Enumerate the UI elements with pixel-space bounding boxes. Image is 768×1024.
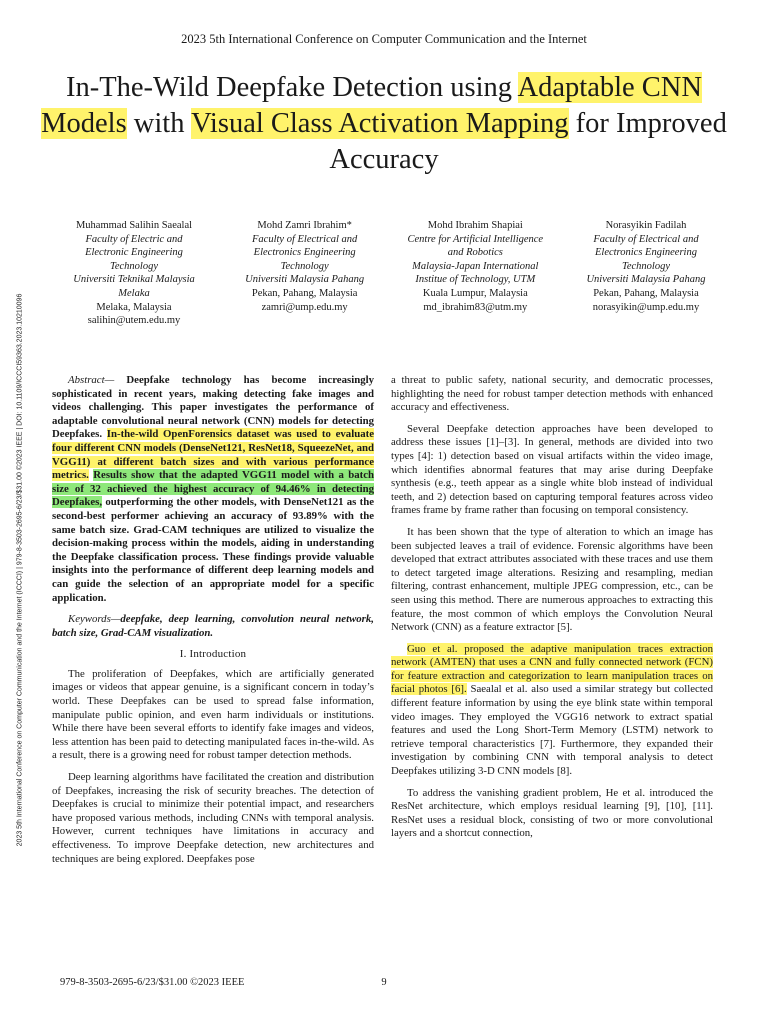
author-affiliation: Technology — [280, 260, 329, 272]
keywords-label: Keywords— — [68, 613, 121, 626]
author-location: Pekan, Pahang, Malaysia — [593, 287, 699, 299]
paper-title — [40, 70, 728, 178]
author-email: norasyikin@ump.edu.my — [592, 301, 700, 313]
author-block — [391, 219, 559, 328]
author-email: salihin@utem.edu.my — [87, 315, 181, 327]
footer-isbn: 979-8-3503-2695-6/23/$31.00 ©2023 IEEE — [60, 977, 245, 988]
author-email: md_ibrahim83@utm.my — [423, 301, 528, 313]
abstract-highlight-results: Results show that the adapted VGG11 model with a batch size of 32 achieved the highest accuracy of 94.46% in detecting Deepfakes, — [52, 469, 374, 509]
body-paragraph: The proliferation of Deepfakes, which are artificially generated images or videos that appear genuine, is a significant concern in today’s world. These Deepfakes can be used to spread false information, manipulate public opinion, and even harm individuals or institutions. While there have been several efforts to identify fake images and videos, less attention has been paid to detecting manipulated faces in-the-wild. As a result, there is a growing need for robust tamper detection methods. — [52, 667, 374, 762]
title-highlight-1: Adaptable CNN Models — [41, 72, 702, 139]
side-doi-text: 2023 5th International Conference on Computer Communication and the Internet (ICCCI) | 979-8-3503-2695-6/23/$31.00 ©2023 IEEE | DOI: 10.1109/ICCCI59363.2023.10210096 — [16, 293, 24, 847]
author-affiliation: Faculty of Electrical and — [252, 233, 358, 245]
author-list — [50, 219, 730, 328]
author-name: Mohd Zamri Ibrahim* — [257, 220, 352, 231]
body-paragraph: To address the vanishing gradient problem, He et al. introduced the ResNet architecture, which employs residual learning [9], [10], [11]. ResNet uses a residual block, consisting of two or more convolutional layers and a shortcut connection, — [391, 786, 713, 840]
side-doi-note — [10, 200, 30, 940]
title-part-1: In-The-Wild Deepfake Detection using — [66, 72, 518, 103]
author-affiliation: Universiti Malaysia Pahang — [586, 274, 706, 286]
body-paragraph: It has been shown that the type of alteration to which an image has been subjected leaves a trail of evidence. Forensic algorithms have been developed that extract attributes associated with these traces and use them to detect targeted image alterations. Resizing and resampling, median filtering, contrast enhancement, multiple JPEG compression, etc., can be seen using this method. There are numerous approaches to extracting this feature, the most common of which employs the Convolution Neural Network (CNN) as a feature extractor [5]. — [391, 525, 713, 634]
author-affiliation: Electronic Engineering — [85, 247, 183, 259]
author-affiliation: Faculty of Electric and — [85, 233, 183, 245]
author-block — [221, 219, 389, 328]
body-paragraph: Deep learning algorithms have facilitated the creation and distribution of Deepfakes, increasing the risk of security breaches. The detection of Deepfakes is crucial to minimize their potential impact, and researchers have proposed various methods, including CNNs with temporal analysis. However, current techniques have limitations in accuracy and effectiveness. To improve Deepfake detection, new architectures and techniques are being explored. Deepfakes pose — [52, 771, 374, 865]
author-affiliation: Universiti Teknikal Malaysia — [73, 274, 195, 286]
author-block — [562, 219, 730, 328]
author-affiliation: Technology — [109, 260, 159, 272]
highlight-amten: Guo et al. proposed the adaptive manipulation traces extraction network (AMTEN) that uses a CNN and fully connected network (FCN) for feature extraction and categorization to learn manipulation traces on facial photos [6]. — [391, 642, 713, 696]
author-location: Melaka, Malaysia — [96, 301, 172, 313]
body-paragraph: Several Deepfake detection approaches have been developed to address these issues [1]–[3]. In general, methods are divided into two types [4]: 1) detection based on visual artifacts within the video image, which identifies abnormal features that may arise during Deepfake synthesis (e.g., teeth appear as a single white blob instead of individual teeth, and 2) detection based on capturing temporal features across video frames frame by frame rather than focusing on temporal consistency. — [391, 422, 713, 517]
author-affiliation: Electronics Engineering — [253, 247, 356, 259]
right-column — [391, 374, 713, 849]
title-highlight-2: Visual Class Activation Mapping — [191, 108, 569, 139]
left-column — [52, 374, 374, 874]
title-part-3: for Improved Accuracy — [329, 108, 727, 175]
author-name: Muhammad Salihin Saealal — [75, 220, 193, 231]
body-text: Saealal et al. also used a similar strategy but collected different feature information by using the eye blink state within temporal video images. They employed the VGG16 network to extract spatial features and used the Long Short-Term Memory (LSTM) network to retrieve temporal characteristics [7]. Furthermore, they expanded their investigation by combining CNN with temporal analysis to detect Deepfakes utilizing 3-D CNN models [8]. — [391, 683, 713, 778]
section-heading: I. Introduction — [179, 648, 247, 661]
author-affiliation: Centre for Artificial Intelligence — [407, 233, 544, 245]
author-affiliation: Electronics Engineering — [594, 247, 697, 259]
author-name: Mohd Ibrahim Shapiai — [427, 220, 523, 231]
author-block — [50, 219, 218, 328]
author-affiliation: and Robotics — [447, 247, 503, 259]
author-affiliation: Institue of Technology, UTM — [415, 274, 536, 286]
abstract-label: Abstract— — [68, 374, 115, 386]
abstract-text: Deepfake technology has become increasingly sophisticated in recent years, making detecting fake images and videos challenging. This paper investigates the performance of adaptable convolutional neural network (CNN) models for detecting Deepfakes. — [52, 374, 374, 441]
author-email: zamri@ump.edu.my — [261, 301, 348, 313]
author-affiliation: Technology — [621, 260, 670, 272]
author-location: Kuala Lumpur, Malaysia — [422, 287, 528, 299]
author-affiliation: Melaka — [118, 287, 150, 299]
page-number: 9 — [381, 977, 387, 988]
author-affiliation: Malaysia-Japan International — [412, 260, 539, 272]
abstract-highlight-dataset: In-the-wild OpenForensics dataset was used to evaluate four different CNN models (DenseNet121, ResNet18, SqueezeNet, and VGG11) at different batch sizes and with various performance metrics. — [52, 428, 374, 482]
title-part-2: with — [126, 108, 192, 139]
abstract-text: outperforming the other models, with DenseNet121 as the second-best performer achieving an accuracy of 93.89% with the same batch size. Grad-CAM techniques are utilized to visualize the decision-making process within the models, aiding in understanding the Deepfake classification process. These findings provide valuable insights into the performance of different deep learning models and can guide the selection of an appropriate model for a specific application. — [52, 496, 374, 604]
body-paragraph — [391, 643, 713, 779]
keywords-text: deepfake, deep learning, convolution neural network, batch size, Grad-CAM visualization. — [52, 613, 374, 639]
abstract — [52, 374, 374, 605]
conference-header: 2023 5th International Conference on Computer Communication and the Internet — [181, 32, 587, 46]
author-name: Norasyikin Fadilah — [605, 220, 687, 231]
author-location: Pekan, Pahang, Malaysia — [251, 287, 358, 299]
author-affiliation: Universiti Malaysia Pahang — [245, 274, 365, 286]
body-paragraph: a threat to public safety, national security, and democratic processes, highlighting the need for robust tamper detection methods with enhanced accuracy and effectiveness. — [391, 374, 713, 414]
keywords — [52, 613, 374, 640]
author-affiliation: Faculty of Electrical and — [593, 233, 699, 245]
